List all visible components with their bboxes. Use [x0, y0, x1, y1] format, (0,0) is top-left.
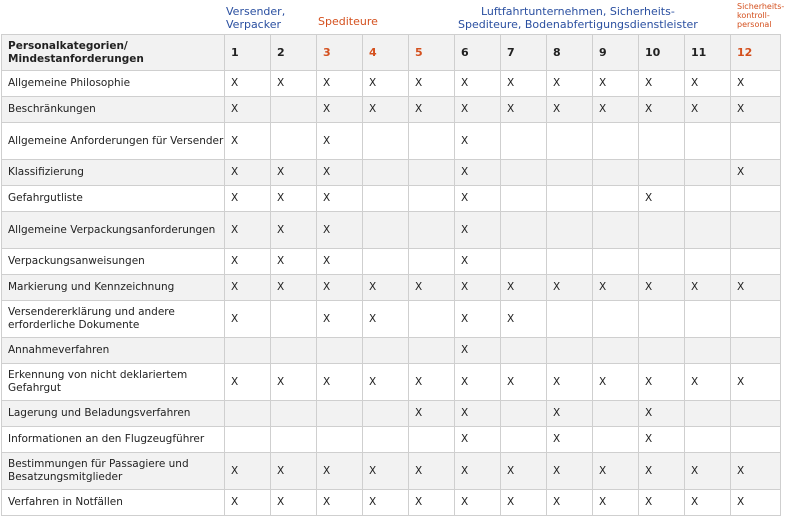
requirement-cell: X [639, 401, 685, 427]
requirement-cell: X [731, 453, 781, 490]
requirement-cell: X [363, 275, 409, 301]
requirement-cell [685, 123, 731, 160]
requirement-cell: X [225, 160, 271, 186]
requirement-cell [271, 338, 317, 364]
requirement-cell [363, 249, 409, 275]
requirement-cell: X [685, 490, 731, 516]
requirement-cell [547, 186, 593, 212]
column-header-5: 5 [409, 35, 455, 71]
requirement-cell [317, 401, 363, 427]
requirement-cell: X [731, 71, 781, 97]
requirement-cell: X [317, 275, 363, 301]
requirement-cell: X [547, 453, 593, 490]
requirement-cell: X [455, 212, 501, 249]
requirement-cell: X [271, 249, 317, 275]
column-header-9: 9 [593, 35, 639, 71]
requirement-cell: X [593, 275, 639, 301]
group-label-airlines: Luftfahrtunternehmen, Sicherheits- Spediteure, Bodenabfertigungsdienstleister [458, 5, 698, 31]
row-label: Lagerung und Beladungsverfahren [2, 401, 225, 427]
column-header-12: 12 [731, 35, 781, 71]
requirement-cell: X [225, 123, 271, 160]
requirement-cell: X [271, 490, 317, 516]
requirement-cell [685, 212, 731, 249]
requirement-cell [593, 401, 639, 427]
requirement-cell [409, 249, 455, 275]
requirement-cell: X [639, 453, 685, 490]
requirement-cell: X [271, 186, 317, 212]
row-label: Klassifizierung [2, 160, 225, 186]
table-row [2, 123, 781, 160]
requirement-cell [639, 249, 685, 275]
requirement-cell: X [639, 275, 685, 301]
requirement-cell: X [731, 364, 781, 401]
requirement-cell [731, 123, 781, 160]
row-label: Verpackungsanweisungen [2, 249, 225, 275]
requirement-cell: X [225, 490, 271, 516]
requirement-cell: X [363, 97, 409, 123]
requirement-cell: X [225, 249, 271, 275]
row-label: Gefahrgutliste [2, 186, 225, 212]
requirement-cell [639, 123, 685, 160]
requirement-cell: X [317, 364, 363, 401]
requirement-cell [363, 338, 409, 364]
requirement-cell: X [409, 71, 455, 97]
requirement-cell [225, 427, 271, 453]
requirement-cell: X [639, 186, 685, 212]
requirement-cell: X [685, 97, 731, 123]
table-row [2, 71, 781, 97]
requirement-cell [409, 427, 455, 453]
requirement-cell [593, 338, 639, 364]
row-label: Informationen an den Flugzeugführer [2, 427, 225, 453]
requirement-cell: X [455, 186, 501, 212]
table-row [2, 275, 781, 301]
requirement-cell: X [317, 186, 363, 212]
requirement-cell: X [547, 427, 593, 453]
table-row [2, 186, 781, 212]
group-label-security: Sicherheits- kontroll- personal [737, 2, 785, 29]
requirement-cell: X [685, 453, 731, 490]
requirement-cell: X [593, 97, 639, 123]
column-header-1: 1 [225, 35, 271, 71]
requirement-cell: X [409, 97, 455, 123]
requirement-cell: X [317, 249, 363, 275]
requirement-cell [731, 186, 781, 212]
requirement-cell [271, 123, 317, 160]
requirement-cell: X [317, 453, 363, 490]
requirement-cell: X [225, 275, 271, 301]
requirement-cell [501, 338, 547, 364]
requirement-cell [731, 401, 781, 427]
requirement-cell: X [455, 401, 501, 427]
requirement-cell: X [639, 71, 685, 97]
row-label: Versendererklärung und andere erforderliche Dokumente [2, 301, 225, 338]
requirement-cell: X [271, 275, 317, 301]
requirement-cell [547, 338, 593, 364]
row-label: Beschränkungen [2, 97, 225, 123]
requirement-cell [409, 338, 455, 364]
requirement-cell: X [455, 97, 501, 123]
requirement-cell: X [409, 275, 455, 301]
requirement-cell [685, 186, 731, 212]
requirement-cell [731, 427, 781, 453]
requirement-cell [639, 301, 685, 338]
requirement-cell: X [317, 301, 363, 338]
table-row [2, 490, 781, 516]
requirement-cell: X [409, 364, 455, 401]
requirement-cell [639, 160, 685, 186]
requirement-cell [593, 123, 639, 160]
requirement-cell [593, 249, 639, 275]
row-label: Verfahren in Notfällen [2, 490, 225, 516]
row-label: Allgemeine Philosophie [2, 71, 225, 97]
requirement-cell: X [455, 364, 501, 401]
column-header-6: 6 [455, 35, 501, 71]
requirement-cell: X [271, 453, 317, 490]
requirement-cell: X [363, 453, 409, 490]
requirement-cell [593, 427, 639, 453]
requirement-cell [547, 249, 593, 275]
requirement-cell [271, 301, 317, 338]
requirement-cell: X [225, 301, 271, 338]
requirement-cell [363, 427, 409, 453]
requirement-cell [317, 338, 363, 364]
requirement-cell [639, 338, 685, 364]
requirement-cell [593, 160, 639, 186]
row-label: Annahmeverfahren [2, 338, 225, 364]
requirement-cell: X [685, 71, 731, 97]
requirement-cell: X [455, 301, 501, 338]
requirement-cell: X [547, 275, 593, 301]
requirement-cell: X [271, 212, 317, 249]
requirement-cell [731, 338, 781, 364]
requirement-cell: X [547, 401, 593, 427]
requirement-cell [685, 249, 731, 275]
requirement-cell [409, 212, 455, 249]
requirement-cell [409, 160, 455, 186]
requirement-cell [409, 186, 455, 212]
requirement-cell [501, 249, 547, 275]
table-row [2, 160, 781, 186]
requirement-cell [363, 186, 409, 212]
requirement-cell: X [501, 301, 547, 338]
requirement-cell: X [731, 160, 781, 186]
requirement-cell [547, 160, 593, 186]
row-label: Markierung und Kennzeichnung [2, 275, 225, 301]
requirement-cell: X [455, 453, 501, 490]
requirement-cell: X [547, 97, 593, 123]
requirement-cell: X [501, 364, 547, 401]
requirement-cell: X [363, 71, 409, 97]
requirement-cell: X [593, 71, 639, 97]
requirement-cell [271, 97, 317, 123]
requirement-cell: X [593, 453, 639, 490]
column-header-3: 3 [317, 35, 363, 71]
column-header-10: 10 [639, 35, 685, 71]
requirement-cell: X [455, 275, 501, 301]
requirement-cell: X [501, 97, 547, 123]
column-header-11: 11 [685, 35, 731, 71]
requirements-table [1, 34, 781, 516]
requirement-cell [593, 301, 639, 338]
requirement-cell: X [225, 97, 271, 123]
requirement-cell: X [547, 71, 593, 97]
requirement-cell [685, 338, 731, 364]
requirement-cell [271, 427, 317, 453]
requirement-cell: X [455, 490, 501, 516]
requirement-cell: X [547, 364, 593, 401]
requirement-cell: X [731, 490, 781, 516]
requirement-cell: X [455, 123, 501, 160]
table-row [2, 301, 781, 338]
column-header-8: 8 [547, 35, 593, 71]
table-row [2, 453, 781, 490]
requirement-cell [731, 301, 781, 338]
row-label: Allgemeine Anforderungen für Versender [2, 123, 225, 160]
requirement-cell [363, 401, 409, 427]
row-label: Erkennung von nicht deklariertem Gefahrgut [2, 364, 225, 401]
requirement-cell: X [501, 71, 547, 97]
requirement-cell [225, 401, 271, 427]
requirement-cell [363, 212, 409, 249]
requirement-cell: X [455, 427, 501, 453]
requirement-cell: X [225, 453, 271, 490]
requirement-cell [501, 401, 547, 427]
requirement-cell: X [455, 160, 501, 186]
requirement-cell [409, 123, 455, 160]
requirement-cell [317, 427, 363, 453]
requirement-cell [501, 160, 547, 186]
requirement-cell: X [593, 364, 639, 401]
requirement-cell: X [685, 275, 731, 301]
row-label: Allgemeine Verpackungsanforderungen [2, 212, 225, 249]
table-row [2, 249, 781, 275]
requirement-cell: X [455, 249, 501, 275]
group-label-forwarders: Spediteure [318, 15, 378, 28]
requirement-cell: X [501, 490, 547, 516]
requirement-cell: X [363, 490, 409, 516]
requirement-cell: X [225, 71, 271, 97]
requirement-cell: X [225, 212, 271, 249]
requirement-cell [639, 212, 685, 249]
requirement-cell [547, 301, 593, 338]
requirement-cell [685, 427, 731, 453]
table-row [2, 401, 781, 427]
requirement-cell [593, 186, 639, 212]
table-row [2, 427, 781, 453]
requirement-cell [501, 123, 547, 160]
requirement-cell: X [363, 364, 409, 401]
requirement-cell: X [363, 301, 409, 338]
requirement-cell [547, 123, 593, 160]
requirement-cell [409, 301, 455, 338]
requirement-cell: X [501, 275, 547, 301]
table-row [2, 212, 781, 249]
requirement-cell: X [731, 97, 781, 123]
requirement-cell: X [639, 427, 685, 453]
requirement-cell: X [225, 186, 271, 212]
requirement-cell [501, 427, 547, 453]
header-category-label: Personalkategorien/ Mindestanforderungen [2, 35, 225, 71]
table-row [2, 364, 781, 401]
requirement-cell: X [409, 453, 455, 490]
requirement-cell [363, 160, 409, 186]
requirement-cell: X [639, 364, 685, 401]
requirement-cell: X [317, 490, 363, 516]
requirement-cell [685, 401, 731, 427]
requirement-cell: X [317, 123, 363, 160]
requirement-cell [501, 212, 547, 249]
column-header-4: 4 [363, 35, 409, 71]
requirement-cell: X [593, 490, 639, 516]
requirement-cell [547, 212, 593, 249]
requirement-cell [685, 160, 731, 186]
requirement-cell [363, 123, 409, 160]
requirement-cell: X [731, 275, 781, 301]
requirement-cell: X [271, 364, 317, 401]
requirement-cell [501, 186, 547, 212]
requirement-cell [271, 401, 317, 427]
requirement-cell: X [409, 490, 455, 516]
requirement-cell: X [225, 364, 271, 401]
group-label-shippers: Versender, Verpacker [226, 5, 286, 31]
requirement-cell: X [317, 71, 363, 97]
column-header-2: 2 [271, 35, 317, 71]
table-row [2, 338, 781, 364]
requirement-cell: X [455, 71, 501, 97]
requirement-cell: X [317, 97, 363, 123]
requirement-cell [731, 249, 781, 275]
requirement-cell: X [271, 160, 317, 186]
column-header-7: 7 [501, 35, 547, 71]
table-row [2, 97, 781, 123]
requirement-cell: X [409, 401, 455, 427]
requirement-cell: X [547, 490, 593, 516]
requirement-cell: X [317, 212, 363, 249]
requirement-cell: X [455, 338, 501, 364]
row-label: Bestimmungen für Passagiere und Besatzungsmitglieder [2, 453, 225, 490]
requirement-cell [225, 338, 271, 364]
requirement-cell: X [639, 97, 685, 123]
requirement-cell: X [317, 160, 363, 186]
requirement-cell: X [501, 453, 547, 490]
requirement-cell: X [271, 71, 317, 97]
requirement-cell [685, 301, 731, 338]
requirement-cell: X [685, 364, 731, 401]
requirement-cell [593, 212, 639, 249]
requirement-cell: X [639, 490, 685, 516]
requirement-cell [731, 212, 781, 249]
